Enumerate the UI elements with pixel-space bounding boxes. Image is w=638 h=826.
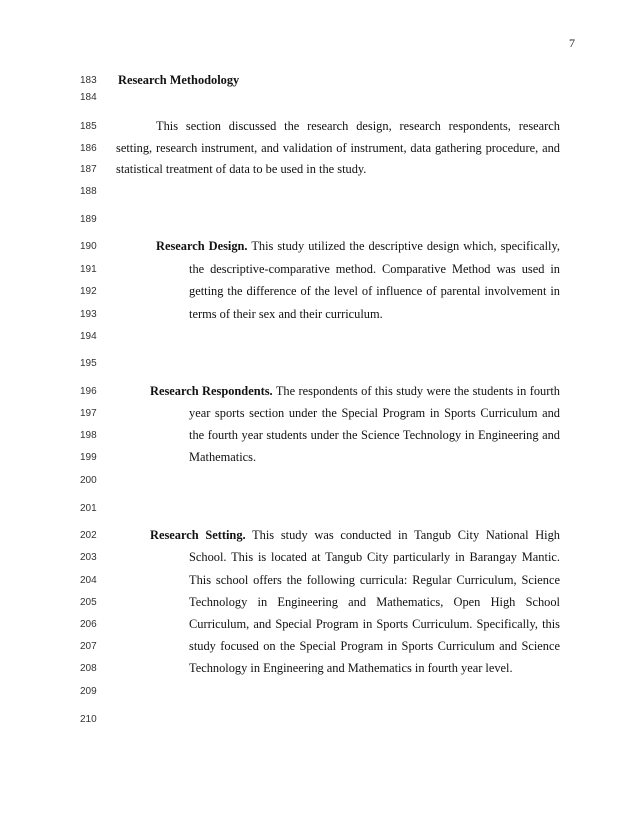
design-line: terms of their sex and their curriculum. bbox=[189, 307, 383, 321]
line-number: 201 bbox=[80, 503, 97, 514]
line-number: 193 bbox=[80, 309, 97, 320]
line-number: 208 bbox=[80, 663, 97, 674]
setting-line: This school offers the following curricula: Regular Curriculum, Science bbox=[189, 573, 560, 587]
line-number: 183 bbox=[80, 75, 97, 86]
setting-line: This study was conducted in Tangub City National High bbox=[252, 528, 560, 542]
setting-line: Technology in Engineering and Mathematics, Open High School bbox=[189, 595, 560, 609]
intro-line: statistical treatment of data to be used in the study. bbox=[116, 162, 367, 176]
line-number: 205 bbox=[80, 597, 97, 608]
line-number: 204 bbox=[80, 575, 97, 586]
line-number: 184 bbox=[80, 92, 97, 103]
respondents-heading: Research Respondents. bbox=[150, 384, 273, 398]
setting-heading: Research Setting. bbox=[150, 528, 246, 542]
line-number: 209 bbox=[80, 686, 97, 697]
line-number: 200 bbox=[80, 475, 97, 486]
line-number: 188 bbox=[80, 186, 97, 197]
line-number: 186 bbox=[80, 143, 97, 154]
line-number: 207 bbox=[80, 641, 97, 652]
intro-line: setting, research instrument, and validation of instrument, data gathering procedure, and bbox=[116, 141, 560, 155]
line-number: 203 bbox=[80, 552, 97, 563]
line-number: 202 bbox=[80, 530, 97, 541]
line-number: 192 bbox=[80, 286, 97, 297]
respondents-first-line bbox=[150, 384, 560, 399]
setting-line: Technology in Engineering and Mathematics in fourth year level. bbox=[189, 661, 513, 675]
line-number: 210 bbox=[80, 714, 97, 725]
page-number: 7 bbox=[569, 36, 575, 50]
line-number: 187 bbox=[80, 164, 97, 175]
line-number: 199 bbox=[80, 452, 97, 463]
line-number: 197 bbox=[80, 408, 97, 419]
setting-first-line bbox=[150, 528, 560, 543]
intro-line: This section discussed the research design, research respondents, research bbox=[156, 119, 560, 133]
respondents-line: the fourth year students under the Science Technology in Engineering and bbox=[189, 428, 560, 442]
line-number: 189 bbox=[80, 214, 97, 225]
line-number: 195 bbox=[80, 358, 97, 369]
line-number: 206 bbox=[80, 619, 97, 630]
line-number: 191 bbox=[80, 264, 97, 275]
section-title: Research Methodology bbox=[118, 73, 240, 87]
setting-line: Curriculum, and Special Program in Sports Curriculum. Specifically, this bbox=[189, 617, 560, 631]
respondents-line: Mathematics. bbox=[189, 450, 257, 464]
line-number: 190 bbox=[80, 241, 97, 252]
line-number: 185 bbox=[80, 121, 97, 132]
design-line: getting the difference of the level of influence of parental involvement in bbox=[189, 284, 560, 298]
line-number: 194 bbox=[80, 331, 97, 342]
design-heading: Research Design. bbox=[156, 239, 248, 253]
design-first-line bbox=[156, 239, 560, 254]
setting-line: study focused on the Special Program in Sports Curriculum and Science bbox=[189, 639, 560, 653]
line-number: 196 bbox=[80, 386, 97, 397]
design-line: the descriptive-comparative method. Comparative Method was used in bbox=[189, 262, 560, 276]
respondents-line: year sports section under the Special Program in Sports Curriculum and bbox=[189, 406, 560, 420]
design-line: This study utilized the descriptive design which, specifically, bbox=[251, 239, 560, 253]
line-number: 198 bbox=[80, 430, 97, 441]
respondents-line: The respondents of this study were the students in fourth bbox=[275, 384, 560, 398]
setting-line: School. This is located at Tangub City particularly in Barangay Mantic. bbox=[189, 550, 560, 564]
